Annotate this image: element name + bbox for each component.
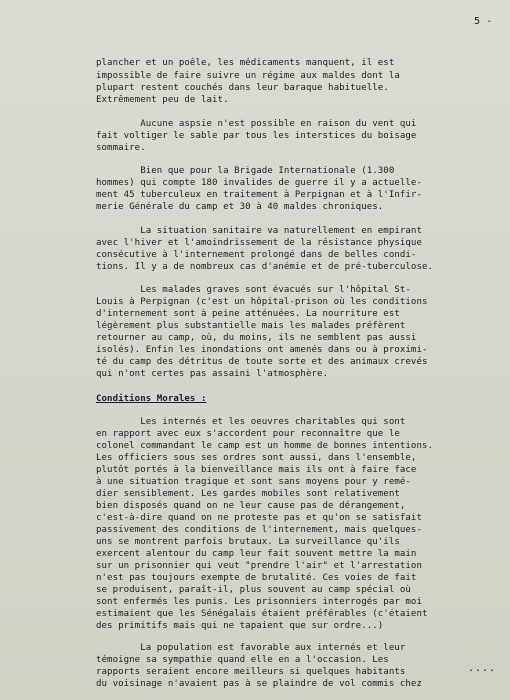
text-line: se produisent, paraît-il, plus souvent au camp spécial où bbox=[96, 585, 411, 595]
text-line: fait voltiger le sable par tous les interstices du boisage bbox=[96, 131, 417, 141]
text-line: sur un prisonnier qui veut "prendre l'air" et l'arrestation bbox=[96, 561, 422, 571]
text-line: La population est favorable aux internés et leur bbox=[96, 643, 406, 653]
text-line: Bien que pour la Brigade Internationale (1.300 bbox=[96, 166, 395, 176]
text-line: sont enfermés les punis. Les prisonniers interrogés par moi bbox=[96, 597, 422, 607]
text-line: témoigne sa sympathie quand elle en a l'occasion. Les bbox=[96, 655, 389, 665]
text-line: qui n'ont certes pas assaini l'atmosphère. bbox=[96, 369, 329, 379]
text-line: Les malades graves sont évacués sur l'hôpital St- bbox=[96, 285, 411, 295]
text-line: merie Générale du camp et 30 à 40 maldes chroniques. bbox=[96, 202, 384, 212]
text-line: impossible de faire suivre un régime aux maldes dont la bbox=[96, 71, 400, 81]
text-line: bien disposés quand on ne leur cause pas de dérangement, bbox=[96, 501, 406, 511]
text-line: dier sensiblement. Les gardes mobiles sont relativement bbox=[96, 489, 400, 499]
text-line: plutôt portés à la bienveillance mais ils ont à faire face bbox=[96, 465, 417, 475]
text-line: avec l'hiver et l'amoindrissement de la résistance physique bbox=[96, 238, 422, 248]
text-line: légèrement plus substantielle mais les malades préfèrent bbox=[96, 321, 406, 331]
text-line: n'est pas toujours exempte de brutalité. Ces voies de fait bbox=[96, 573, 417, 583]
text-line: té du camp des détritus de toute sorte et des animaux crevés bbox=[96, 357, 428, 367]
text-line: La situation sanitaire va naturellement en empirant bbox=[96, 226, 422, 236]
text-line: colonel commandant le camp est un homme de bonnes intentions. bbox=[96, 441, 434, 451]
text-line: Louis à Perpignan (c'est un hôpital-prison où les conditions bbox=[96, 297, 428, 307]
page-number: 5 - bbox=[474, 16, 493, 27]
text-line: c'est-à-dire quand on ne proteste pas et qu'on se satisfait bbox=[96, 513, 422, 523]
text-line: estimaient que les Sénégalais étaient préférables (c'étaient bbox=[96, 609, 428, 619]
text-line: exercent alentour du camp leur fait souvent mettre la main bbox=[96, 549, 417, 559]
text-line: hommes) qui compte 180 invalides de guerre il y a actuelle- bbox=[96, 178, 422, 188]
text-line: passivement des conditions de l'internement, mais quelques- bbox=[96, 525, 422, 535]
text-line: retourner au camp, où, du moins, ils ne semblent pas aussi bbox=[96, 333, 417, 343]
section-heading: Conditions Morales : bbox=[96, 394, 207, 404]
text-line: Les officiers sous ses ordres sont aussi, dans l'ensemble, bbox=[96, 453, 417, 463]
text-line: plupart restent couchés dans leur baraque habituelle. bbox=[96, 83, 389, 93]
text-line: plancher et un poêle, les médicaments manquent, il est bbox=[96, 58, 395, 68]
text-line: rapports seraient encore meilleurs si quelques habitants bbox=[96, 667, 406, 677]
text-line: Les internés et les oeuvres charitables qui sont bbox=[96, 417, 406, 427]
text-line: d'internement sont à peine atténuées. La nourriture est bbox=[96, 309, 400, 319]
text-line: en rapport avec eux s'accordent pour reconnaître que le bbox=[96, 429, 400, 439]
text-line: Aucune aspsie n'est possible en raison du vent qui bbox=[96, 119, 417, 129]
text-line: ment 45 tuberculeux en traitement à Perpignan et à l'Infir- bbox=[96, 190, 422, 200]
text-line: du voisinage n'avaient pas à se plaindre de vol commis chez bbox=[96, 679, 422, 689]
text-line: isolés). Enfin les inondations ont amenés dans ou à proximi- bbox=[96, 345, 428, 355]
text-line: consécutive à l'internement prolongé dans de belles condi- bbox=[96, 250, 417, 260]
text-line: à une situation tragique et sont sans moyens pour y remé- bbox=[96, 477, 411, 487]
text-line: des primitifs mais qui ne tapaient que sur ordre...) bbox=[96, 621, 384, 631]
text-line: tions. Il y a de nombreux cas d'anémie et de pré-tuberculose. bbox=[96, 262, 434, 272]
text-line: sommaire. bbox=[96, 143, 146, 153]
continuation-marker: .... bbox=[468, 663, 497, 674]
text-line: uns se montrent parfois brutaux. La surveillance qu'ils bbox=[96, 537, 400, 547]
text-line: Extrêmement peu de lait. bbox=[96, 95, 229, 105]
